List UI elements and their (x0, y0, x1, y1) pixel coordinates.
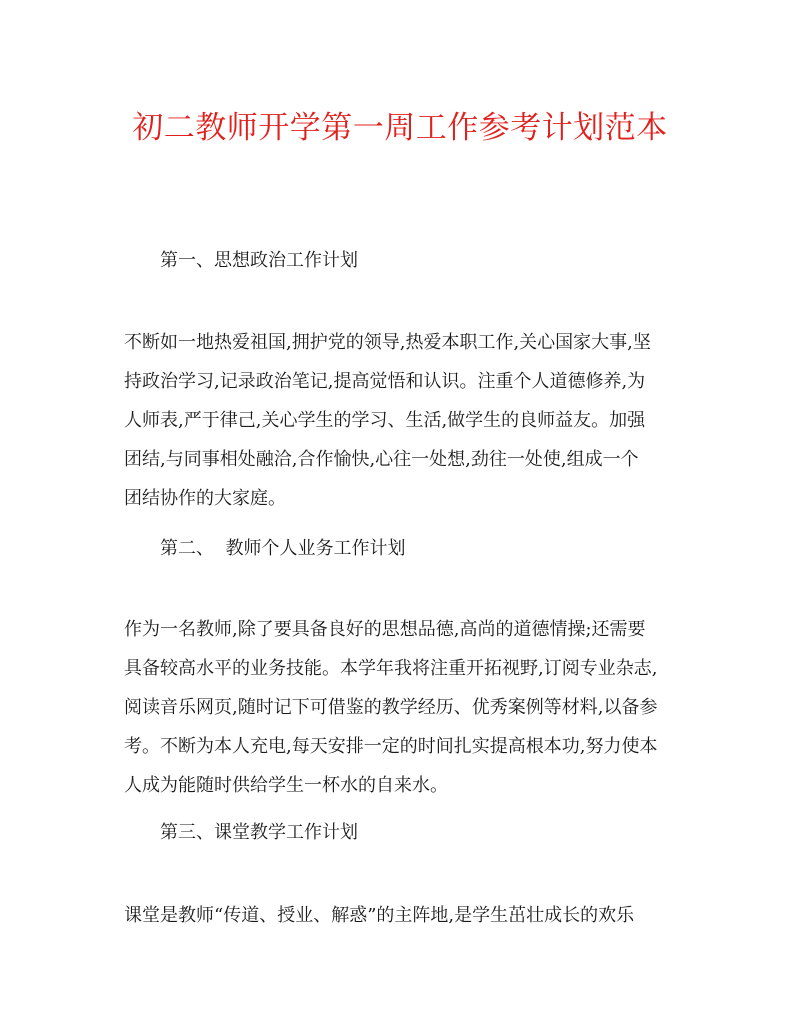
document-title: 初二教师开学第一周工作参考计划范本 (132, 110, 668, 146)
paragraph-line: 考。不断为本人充电,每天安排一定的时间扎实提高根本功,努力使本 (124, 736, 658, 757)
section-paragraph-3 (124, 896, 684, 935)
paragraph-line: 阅读音乐网页,随时记下可借鉴的教学经历、优秀案例等材料,以备参 (124, 697, 658, 718)
paragraph-line: 团结,与同事相处融洽,合作愉快,心往一处想,劲往一处使,组成一个 (124, 449, 639, 470)
paragraph-line: 人师表,严于律己,关心学生的学习、生活,做学生的良师益友。加强 (124, 410, 646, 431)
section-heading-1: 第一、思想政治工作计划 (160, 250, 358, 271)
paragraph-line: 持政治学习,记录政治笔记,提高觉悟和认识。注重个人道德修养,为 (124, 371, 646, 392)
section-paragraph-2 (124, 610, 684, 805)
paragraph-line: 不断如一地热爱祖国,拥护党的领导,热爱本职工作,关心国家大事,坚 (124, 332, 651, 353)
section-paragraph-1 (124, 323, 684, 518)
paragraph-line: 课堂是教师“传道、授业、解惑”的主阵地,是学生茁壮成长的欢乐 (124, 905, 635, 926)
paragraph-line: 人成为能随时供给学生一杯水的自来水。 (124, 775, 448, 796)
paragraph-line: 具备较高水平的业务技能。本学年我将注重开拓视野,订阅专业杂志, (124, 658, 658, 679)
section-heading-2: 第二、 教师个人业务工作计划 (160, 538, 406, 559)
section-heading-3: 第三、课堂教学工作计划 (160, 822, 358, 843)
paragraph-line: 团结协作的大家庭。 (124, 488, 286, 509)
paragraph-line: 作为一名教师,除了要具备良好的思想品德,高尚的道德情操;还需要 (124, 619, 646, 640)
